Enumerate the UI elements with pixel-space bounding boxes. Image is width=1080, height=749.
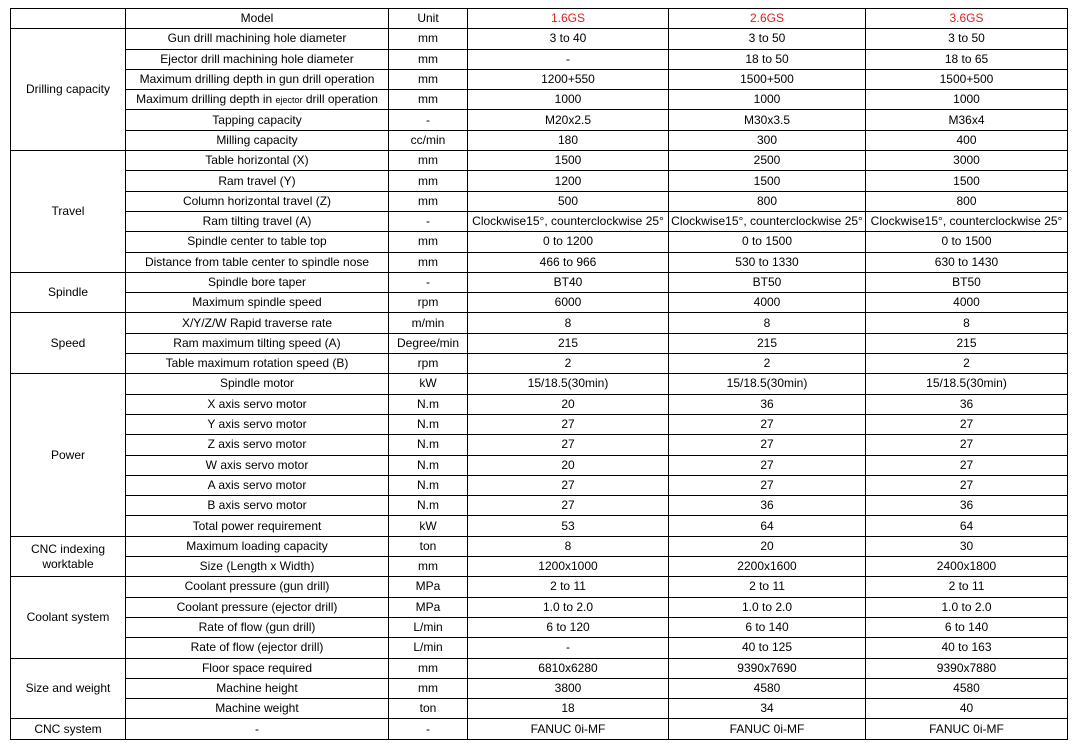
spec-value-model-3: 40 (866, 699, 1068, 719)
spec-item-name: Total power requirement (126, 516, 389, 536)
spec-unit: mm (389, 90, 468, 110)
spec-value-model-1: 27 (468, 475, 669, 495)
spec-row (11, 435, 1068, 455)
spec-value-model-3: 36 (866, 496, 1068, 516)
spec-value-model-2: 4580 (669, 678, 866, 698)
spec-item-name: Milling capacity (126, 130, 389, 150)
spec-value-model-2: 2 to 11 (669, 577, 866, 597)
spec-item-name-part: Maximum drilling depth in (136, 91, 276, 106)
spec-value-model-1: 53 (468, 516, 669, 536)
spec-row (11, 536, 1068, 556)
spec-value-model-1: 1200x1000 (468, 557, 669, 577)
spec-value-model-3: BT50 (866, 272, 1068, 292)
spec-value-model-3: 1.0 to 2.0 (866, 597, 1068, 617)
spec-value-model-1: FANUC 0i-MF (468, 719, 669, 739)
spec-value-model-3: 27 (866, 414, 1068, 434)
spec-value-model-1: 6810x6280 (468, 658, 669, 678)
spec-value-model-3: 27 (866, 435, 1068, 455)
spec-unit: - (389, 272, 468, 292)
spec-item-name: Floor space required (126, 658, 389, 678)
spec-row (11, 90, 1068, 110)
spec-item-name: Ram maximum tilting speed (A) (126, 333, 389, 353)
spec-item-name: Distance from table center to spindle nose (126, 252, 389, 272)
spec-unit: L/min (389, 638, 468, 658)
spec-item-name: Size (Length x Width) (126, 557, 389, 577)
spec-unit: L/min (389, 617, 468, 637)
spec-item-name: Tapping capacity (126, 110, 389, 130)
spec-value-model-3: 27 (866, 455, 1068, 475)
spec-item-name: Rate of flow (ejector drill) (126, 638, 389, 658)
spec-value-model-2: Clockwise15°, counterclockwise 25° (669, 211, 866, 231)
spec-value-model-3: 18 to 65 (866, 49, 1068, 69)
spec-unit: rpm (389, 293, 468, 313)
spec-value-model-2: 8 (669, 313, 866, 333)
spec-value-model-2: 34 (669, 699, 866, 719)
spec-row (11, 455, 1068, 475)
spec-value-model-3: Clockwise15°, counterclockwise 25° (866, 211, 1068, 231)
spec-value-model-2: 18 to 50 (669, 49, 866, 69)
spec-value-model-3: 3 to 50 (866, 29, 1068, 49)
spec-value-model-1: - (468, 638, 669, 658)
spec-row (11, 638, 1068, 658)
spec-value-model-3: 40 to 163 (866, 638, 1068, 658)
spec-row (11, 475, 1068, 495)
spec-value-model-1: 180 (468, 130, 669, 150)
spec-value-model-1: 20 (468, 455, 669, 475)
spec-unit: ton (389, 536, 468, 556)
spec-value-model-2: 27 (669, 455, 866, 475)
spec-value-model-3: 0 to 1500 (866, 232, 1068, 252)
spec-item-name: Ram travel (Y) (126, 171, 389, 191)
spec-item-name: W axis servo motor (126, 455, 389, 475)
spec-value-model-3: 1000 (866, 90, 1068, 110)
spec-row (11, 232, 1068, 252)
spec-value-model-1: 18 (468, 699, 669, 719)
spec-value-model-2: 1500 (669, 171, 866, 191)
spec-row (11, 110, 1068, 130)
spec-value-model-1: M20x2.5 (468, 110, 669, 130)
spec-unit: mm (389, 191, 468, 211)
spec-value-model-1: 2 (468, 354, 669, 374)
spec-value-model-2: 27 (669, 475, 866, 495)
spec-item-name: Y axis servo motor (126, 414, 389, 434)
spec-row (11, 313, 1068, 333)
spec-item-name-part: drill operation (302, 91, 378, 106)
spec-value-model-1: - (468, 49, 669, 69)
spec-unit: N.m (389, 475, 468, 495)
spec-row (11, 191, 1068, 211)
group-label-drilling-capacity: Drilling capacity (11, 29, 126, 151)
spec-row (11, 171, 1068, 191)
spec-unit: m/min (389, 313, 468, 333)
spec-value-model-3: M36x4 (866, 110, 1068, 130)
spec-value-model-2: 2200x1600 (669, 557, 866, 577)
spec-body (11, 29, 1068, 739)
spec-value-model-3: FANUC 0i-MF (866, 719, 1068, 739)
spec-unit: mm (389, 557, 468, 577)
header-row (11, 9, 1068, 29)
spec-unit: ton (389, 699, 468, 719)
spec-item-name: Maximum loading capacity (126, 536, 389, 556)
spec-value-model-2: 36 (669, 496, 866, 516)
spec-value-model-2: 20 (669, 536, 866, 556)
spec-row (11, 211, 1068, 231)
spec-value-model-2: 3 to 50 (669, 29, 866, 49)
spec-item-name: Table maximum rotation speed (B) (126, 354, 389, 374)
spec-value-model-2: 800 (669, 191, 866, 211)
spec-value-model-1: 500 (468, 191, 669, 211)
spec-item-name: X axis servo motor (126, 394, 389, 414)
spec-unit: kW (389, 374, 468, 394)
spec-value-model-1: Clockwise15°, counterclockwise 25° (468, 211, 669, 231)
spec-value-model-2: 300 (669, 130, 866, 150)
spec-value-model-2: 2500 (669, 151, 866, 171)
spec-unit: MPa (389, 577, 468, 597)
spec-value-model-3: 1500 (866, 171, 1068, 191)
spec-value-model-1: 8 (468, 536, 669, 556)
spec-unit: - (389, 211, 468, 231)
spec-unit: cc/min (389, 130, 468, 150)
spec-value-model-2: 4000 (669, 293, 866, 313)
spec-item-name: Machine height (126, 678, 389, 698)
spec-item-name: X/Y/Z/W Rapid traverse rate (126, 313, 389, 333)
spec-value-model-2: 1000 (669, 90, 866, 110)
spec-row (11, 49, 1068, 69)
header-model-label: Model (126, 9, 389, 29)
spec-item-name: B axis servo motor (126, 496, 389, 516)
spec-item-name: Coolant pressure (ejector drill) (126, 597, 389, 617)
spec-row (11, 151, 1068, 171)
spec-value-model-2: 215 (669, 333, 866, 353)
spec-row (11, 69, 1068, 89)
spec-item-name: Machine weight (126, 699, 389, 719)
spec-item-name: Gun drill machining hole diameter (126, 29, 389, 49)
spec-item-name: Z axis servo motor (126, 435, 389, 455)
spec-unit: - (389, 719, 468, 739)
spec-unit: N.m (389, 455, 468, 475)
spec-item-name: A axis servo motor (126, 475, 389, 495)
spec-row (11, 374, 1068, 394)
spec-unit: mm (389, 29, 468, 49)
group-label-power: Power (11, 374, 126, 536)
spec-unit: mm (389, 252, 468, 272)
spec-value-model-1: 8 (468, 313, 669, 333)
spec-value-model-1: 1.0 to 2.0 (468, 597, 669, 617)
header-model-3: 3.6GS (866, 9, 1068, 29)
group-label-size-and-weight: Size and weight (11, 658, 126, 719)
spec-value-model-3: 27 (866, 475, 1068, 495)
spec-value-model-1: 1200+550 (468, 69, 669, 89)
spec-unit: N.m (389, 394, 468, 414)
spec-row (11, 394, 1068, 414)
spec-unit: mm (389, 232, 468, 252)
spec-value-model-3: 4000 (866, 293, 1068, 313)
spec-value-model-2: 1.0 to 2.0 (669, 597, 866, 617)
group-label-coolant-system: Coolant system (11, 577, 126, 658)
spec-value-model-2: 1500+500 (669, 69, 866, 89)
spec-item-name: Spindle motor (126, 374, 389, 394)
spec-table (10, 8, 1068, 740)
spec-row (11, 617, 1068, 637)
spec-value-model-1: 1500 (468, 151, 669, 171)
spec-row (11, 29, 1068, 49)
spec-value-model-1: 1000 (468, 90, 669, 110)
header-model-2: 2.6GS (669, 9, 866, 29)
spec-value-model-1: 466 to 966 (468, 252, 669, 272)
spec-row (11, 252, 1068, 272)
spec-value-model-3: 3000 (866, 151, 1068, 171)
spec-value-model-3: 8 (866, 313, 1068, 333)
spec-item-name: Rate of flow (gun drill) (126, 617, 389, 637)
spec-row (11, 293, 1068, 313)
spec-value-model-1: 27 (468, 414, 669, 434)
spec-value-model-2: BT50 (669, 272, 866, 292)
spec-row (11, 130, 1068, 150)
spec-item-name: Maximum spindle speed (126, 293, 389, 313)
spec-value-model-3: 2400x1800 (866, 557, 1068, 577)
spec-item-name: Spindle bore taper (126, 272, 389, 292)
header-unit-label: Unit (389, 9, 468, 29)
spec-value-model-2: 40 to 125 (669, 638, 866, 658)
spec-value-model-3: 9390x7880 (866, 658, 1068, 678)
spec-value-model-3: 4580 (866, 678, 1068, 698)
spec-item-name: Coolant pressure (gun drill) (126, 577, 389, 597)
group-label-spindle: Spindle (11, 272, 126, 313)
spec-value-model-3: 2 to 11 (866, 577, 1068, 597)
spec-row (11, 414, 1068, 434)
spec-value-model-2: M30x3.5 (669, 110, 866, 130)
spec-value-model-3: 64 (866, 516, 1068, 536)
group-label-cnc-indexing-worktable: CNC indexing worktable (11, 536, 126, 577)
spec-unit: - (389, 110, 468, 130)
spec-value-model-3: 400 (866, 130, 1068, 150)
spec-row (11, 516, 1068, 536)
spec-unit: kW (389, 516, 468, 536)
spec-row (11, 557, 1068, 577)
spec-unit: mm (389, 49, 468, 69)
spec-unit: N.m (389, 414, 468, 434)
spec-value-model-3: 30 (866, 536, 1068, 556)
spec-value-model-1: 1200 (468, 171, 669, 191)
spec-value-model-2: 27 (669, 414, 866, 434)
spec-value-model-2: 6 to 140 (669, 617, 866, 637)
spec-unit: MPa (389, 597, 468, 617)
group-label-speed: Speed (11, 313, 126, 374)
spec-unit: mm (389, 151, 468, 171)
spec-row (11, 678, 1068, 698)
spec-row (11, 496, 1068, 516)
spec-item-name-part: ejector (275, 94, 303, 105)
spec-item-name: Spindle center to table top (126, 232, 389, 252)
spec-value-model-1: 2 to 11 (468, 577, 669, 597)
spec-value-model-1: 6000 (468, 293, 669, 313)
spec-value-model-3: 2 (866, 354, 1068, 374)
spec-unit: rpm (389, 354, 468, 374)
spec-row (11, 272, 1068, 292)
spec-item-name: - (126, 719, 389, 739)
spec-item-name (126, 90, 389, 110)
spec-unit: Degree/min (389, 333, 468, 353)
spec-value-model-2: 2 (669, 354, 866, 374)
spec-value-model-1: 15/18.5(30min) (468, 374, 669, 394)
group-label-travel: Travel (11, 151, 126, 273)
spec-item-name: Column horizontal travel (Z) (126, 191, 389, 211)
spec-value-model-2: 0 to 1500 (669, 232, 866, 252)
spec-unit: mm (389, 658, 468, 678)
spec-value-model-1: BT40 (468, 272, 669, 292)
spec-value-model-1: 0 to 1200 (468, 232, 669, 252)
spec-row (11, 577, 1068, 597)
spec-value-model-2: 36 (669, 394, 866, 414)
spec-item-name: Ram tilting travel (A) (126, 211, 389, 231)
spec-value-model-3: 6 to 140 (866, 617, 1068, 637)
spec-value-model-3: 630 to 1430 (866, 252, 1068, 272)
spec-value-model-3: 215 (866, 333, 1068, 353)
spec-value-model-2: 530 to 1330 (669, 252, 866, 272)
header-model-1: 1.6GS (468, 9, 669, 29)
group-label-cnc-system: CNC system (11, 719, 126, 739)
spec-value-model-2: 64 (669, 516, 866, 536)
spec-value-model-1: 6 to 120 (468, 617, 669, 637)
spec-value-model-1: 215 (468, 333, 669, 353)
spec-value-model-2: 15/18.5(30min) (669, 374, 866, 394)
spec-value-model-1: 20 (468, 394, 669, 414)
spec-value-model-1: 27 (468, 435, 669, 455)
spec-value-model-2: 27 (669, 435, 866, 455)
spec-value-model-1: 27 (468, 496, 669, 516)
spec-unit: mm (389, 678, 468, 698)
spec-value-model-1: 3800 (468, 678, 669, 698)
spec-unit: N.m (389, 435, 468, 455)
spec-row (11, 354, 1068, 374)
header-blank-cell (11, 9, 126, 29)
spec-value-model-2: 9390x7690 (669, 658, 866, 678)
spec-value-model-2: FANUC 0i-MF (669, 719, 866, 739)
spec-item-name: Table horizontal (X) (126, 151, 389, 171)
spec-value-model-3: 15/18.5(30min) (866, 374, 1068, 394)
spec-value-model-1: 3 to 40 (468, 29, 669, 49)
spec-unit: mm (389, 69, 468, 89)
spec-item-name: Maximum drilling depth in gun drill operation (126, 69, 389, 89)
spec-value-model-3: 36 (866, 394, 1068, 414)
spec-item-name: Ejector drill machining hole diameter (126, 49, 389, 69)
spec-row (11, 719, 1068, 739)
spec-value-model-3: 1500+500 (866, 69, 1068, 89)
spec-value-model-3: 800 (866, 191, 1068, 211)
spec-unit: mm (389, 171, 468, 191)
spec-row (11, 658, 1068, 678)
spec-row (11, 333, 1068, 353)
spec-unit: N.m (389, 496, 468, 516)
spec-row (11, 699, 1068, 719)
spec-row (11, 597, 1068, 617)
